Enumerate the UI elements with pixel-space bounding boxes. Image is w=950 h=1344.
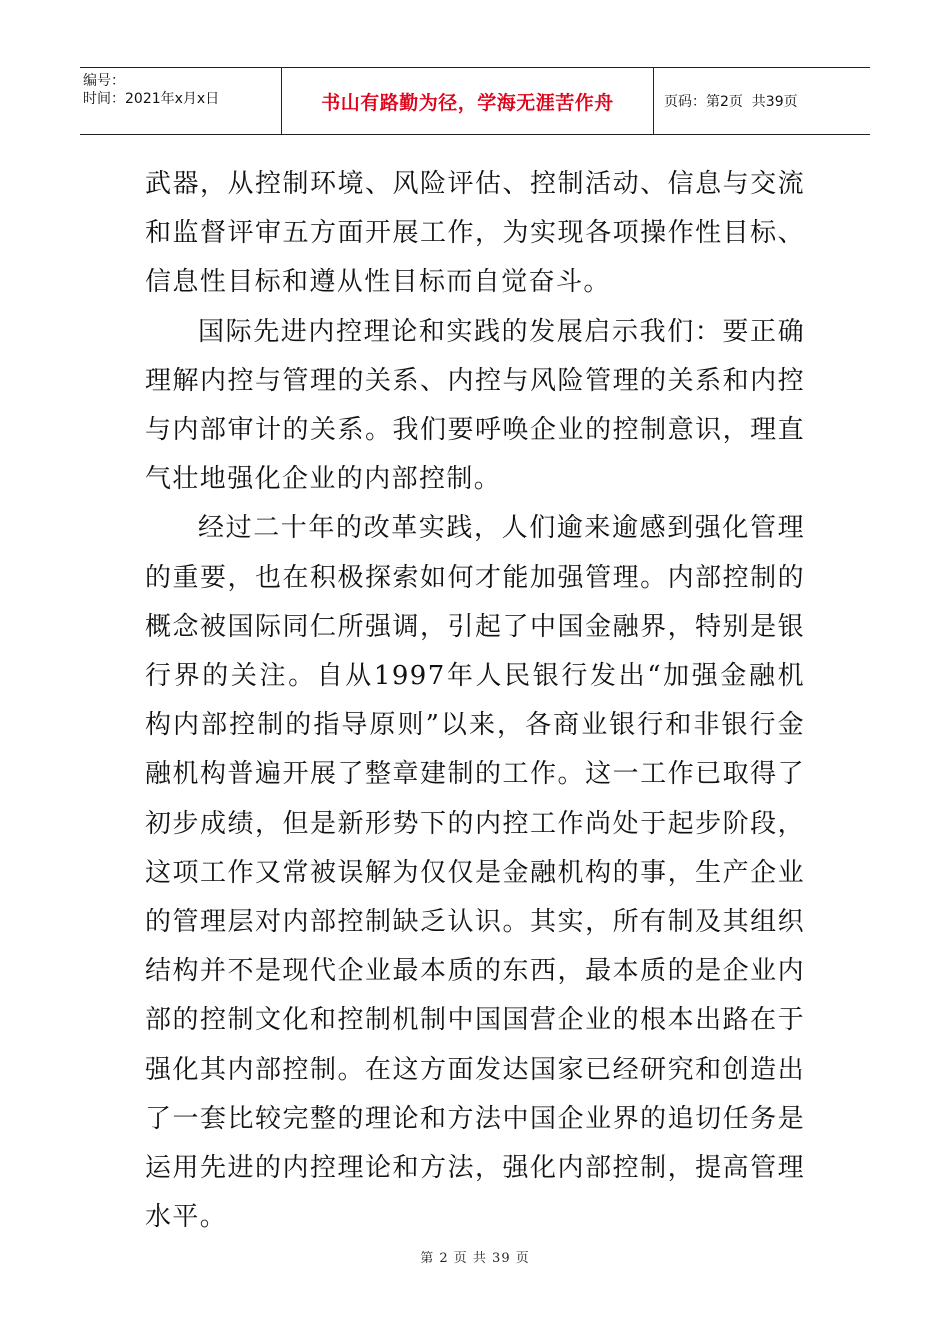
date-label: 时间：2021年x月x日 [83,91,220,107]
page-header [80,67,870,135]
header-meta [80,68,282,134]
header-page-info [654,68,870,134]
serial-number-label: 编号： [83,73,125,89]
footer-page-number: 第 2 页 共 39 页 [420,1251,530,1266]
paragraph: 国际先进内控理论和实践的发展启示我们：要正确理解内控与管理的关系、内控与风险管理的关系和内控与内部审计的关系。我们要呼唤企业的控制意识，理直气壮地强化企业的内部控制。 [145,316,805,495]
paragraph: 武器，从控制环境、风险评估、控制活动、信息与交流和监督评审五方面开展工作，为实现各项操作性目标、信息性目标和遵从性目标而自觉奋斗。 [145,169,805,298]
document-body [145,160,805,1242]
page-info-text: 页码：第2页 共39页 [664,94,798,110]
paragraph: 经过二十年的改革实践，人们逾来逾感到强化管理的重要，也在积极探索如何才能加强管理。内部控制的概念被国际同仁所强调，引起了中国金融界，特别是银行界的关注。自从1997年人民银行发出“加强金融机构内部控制的指导原则”以来，各商业银行和非银行金融机构普遍开展了整章建制的工作。这一工作已取得了初步成绩，但是新形势下的内控工作尚处于起步阶段，这项工作又常被误解为仅仅是金融机构的事，生产企业的管理层对内部控制缺乏认识。其实，所有制及其组织结构并不是现代企业最本质的东西，最本质的是企业内部的控制文化和控制机制中国国营企业的根本出路在于强化其内部控制。在这方面发达国家已经研究和创造出了一套比较完整的理论和方法中国企业界的追切任务是运用先进的内控理论和方法，强化内部控制，提高管理水平。 [145,513,805,1233]
page-footer [0,1247,950,1266]
header-motto [282,68,654,134]
motto-text: 书山有路勤为径，学海无涯苦作舟 [321,91,614,114]
